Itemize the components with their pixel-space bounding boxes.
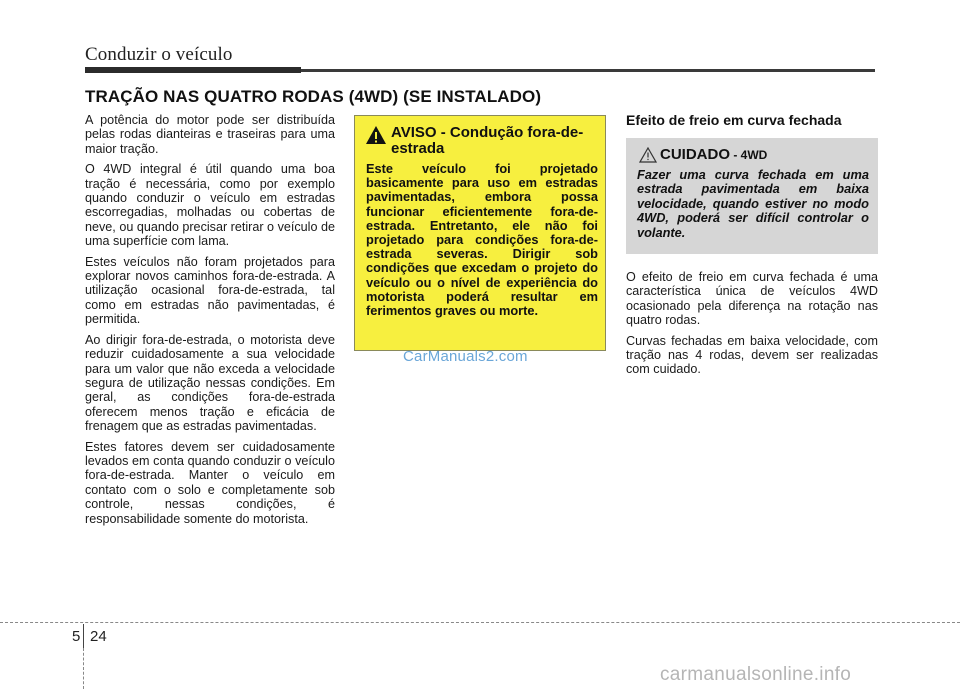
watermark: CarManuals2.com	[403, 348, 528, 365]
warning-triangle-icon	[365, 125, 387, 145]
warning-label: AVISO	[391, 124, 437, 141]
warning-body: Este veículo foi projetado basicamente para uso em estradas pavimentadas, embora possa funcionar eficientemente fora-de-estrada. Entretanto, ele não foi projetado para condições fora-de-estrada severas. Dirigir sob condições que excedam o projeto do veículo ou o nível de experiência do motorista poderá resultar em ferimentos graves ou morte.	[366, 161, 598, 319]
warning-box	[354, 115, 606, 351]
caution-box	[626, 138, 878, 254]
footer-watermark: carmanualsonline.info	[660, 664, 852, 685]
caution-label: CUIDADO	[660, 146, 730, 163]
left-column	[85, 113, 335, 532]
footer-dashed-vertical	[83, 648, 84, 689]
right-column	[626, 270, 878, 383]
subsection-title: Efeito de freio em curva fechada	[626, 112, 842, 128]
caution-body: Fazer uma curva fechada em uma estrada pavimentada em baixa velocidade, quando estiver no modo 4WD, poderá ser difícil controlar o volante.	[637, 167, 869, 240]
section-title: TRAÇÃO NAS QUATRO RODAS (4WD) (SE INSTALADO)	[85, 87, 542, 106]
paragraph: Curvas fechadas em baixa velocidade, com tração nas 4 rodas, devem ser realizadas com cuidado.	[626, 333, 878, 377]
warning-title-rest: - Condução fora-de-estrada	[391, 124, 584, 157]
paragraph: O 4WD integral é útil quando uma boa tração é necessária, como por exemplo quando conduzir o veículo em estradas escorregadias, molhadas ou cobertas de neve, ou quando precisar retirar o veículo de uma superfície com lama.	[85, 162, 335, 249]
caution-title	[660, 146, 767, 163]
page-number: 24	[90, 628, 107, 645]
page-number-divider	[83, 624, 84, 648]
caution-title-rest: - 4WD	[730, 148, 768, 162]
footer-dashed-line	[0, 622, 960, 623]
header-rule	[301, 69, 875, 72]
paragraph: Estes fatores devem ser cuidadosamente levados em conta quando conduzir o veículo fora-de-estrada. Manter o veículo em contato com o solo e completamente sob controle, nessas condições, é responsabilidade somente do motorista.	[85, 439, 335, 526]
section-number: 5	[72, 628, 81, 645]
warning-title	[391, 125, 601, 157]
header-bar	[85, 67, 301, 73]
paragraph: A potência do motor pode ser distribuída pelas rodas dianteiras e traseiras para uma maior tração.	[85, 113, 335, 156]
paragraph: Ao dirigir fora-de-estrada, o motorista deve reduzir cuidadosamente a sua velocidade para um valor que não exceda a velocidade segura de utilização nessas condições. Em geral, as condições fora-de-estrada oferecem menos tração e eficácia de frenagem que as estradas pavimentadas.	[85, 332, 335, 434]
caution-triangle-icon	[639, 147, 657, 163]
paragraph: Estes veículos não foram projetados para explorar novos caminhos fora-de-estrada. A utilização ocasional fora-de-estrada, tal como em estradas não pavimentadas, é permitida.	[85, 254, 335, 327]
chapter-title: Conduzir o veículo	[85, 44, 233, 65]
paragraph: O efeito de freio em curva fechada é uma característica única de veículos 4WD ocasionado pela diferença na rotação nas quatro rodas.	[626, 270, 878, 328]
